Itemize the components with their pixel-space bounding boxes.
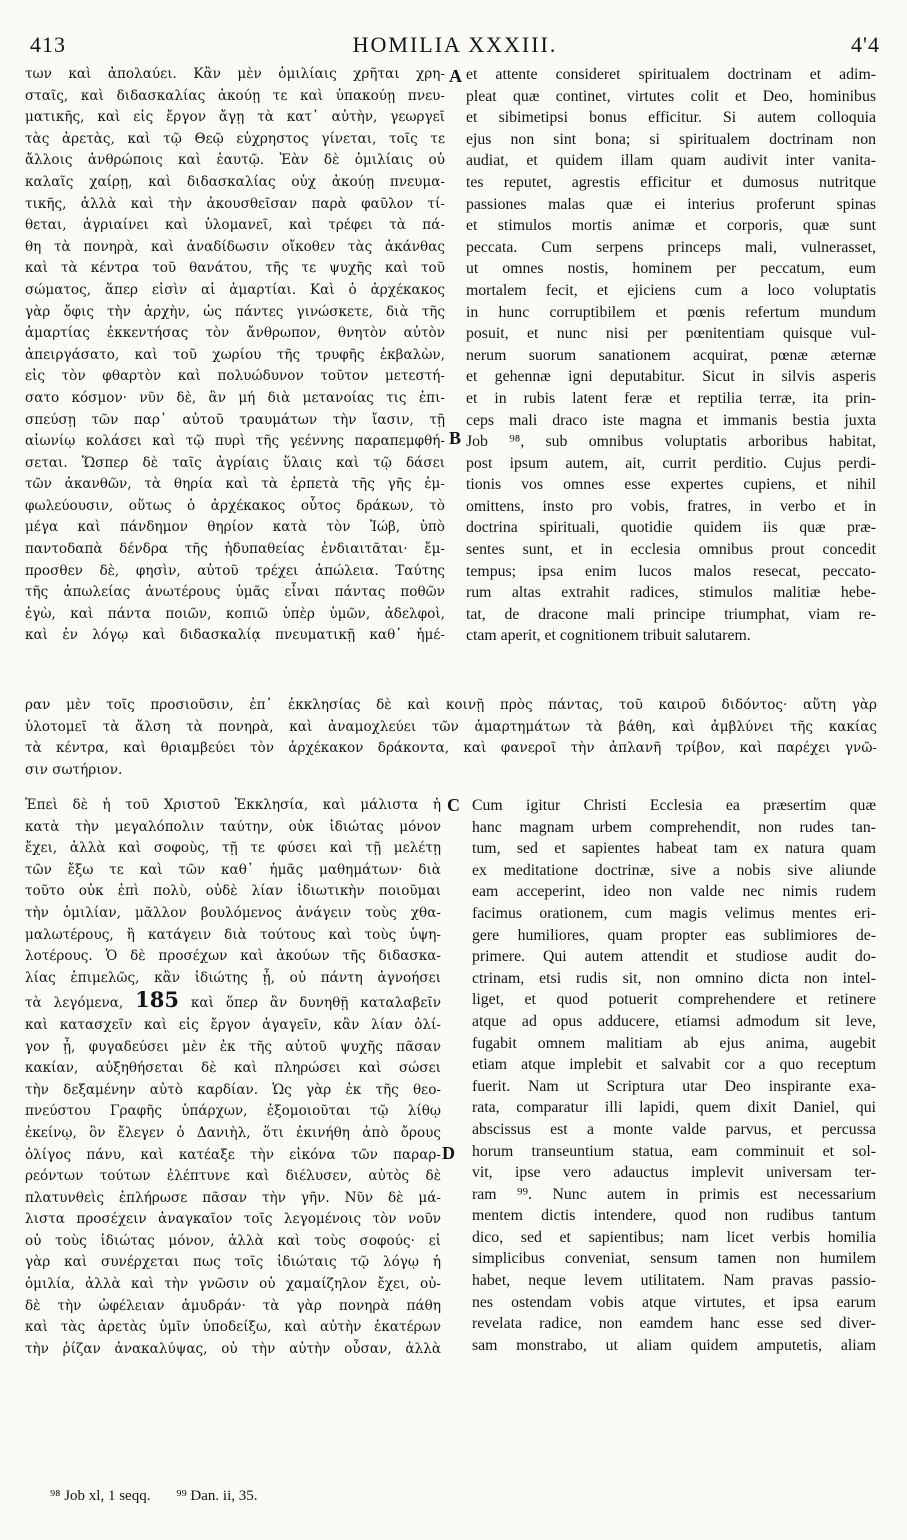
- latin-line: nes ostendam vobis atque virtutes, et ipsa earum: [472, 1293, 876, 1311]
- latin-line: sentes sunt, et in ecclesia omnibus prout concedit: [466, 541, 876, 559]
- greek-line: πλατυνθεὶς ἐπλήρωσε πᾶσαν τὴν γῆν. Νῦν δὲ μά-: [25, 1189, 441, 1206]
- greek-line: θη τὰ πονηρὰ, καὶ ἀναδίδωσιν οἴκοθεν τὰς ἀκάνθας: [25, 238, 445, 255]
- greek-column-bottom: [25, 795, 441, 1360]
- latin-line: ram ⁹⁹. Nunc autem in primis est necessarium: [472, 1185, 876, 1203]
- greek-column-top: [25, 64, 445, 647]
- greek-line: ἄλλοις ἀνθρώποις καὶ ἑαυτῷ. Ἐὰν δὲ ὁμιλίαις οὐ: [25, 152, 445, 169]
- section-marker-b: B: [449, 428, 462, 448]
- running-title: HOMILIA XXXIII.: [352, 32, 558, 57]
- latin-line: liget, et quod potuerit comprehendere et retinere: [472, 991, 876, 1009]
- latin-line: atque ad opus adducere, etiamsi admodum sit leve,: [472, 1012, 876, 1030]
- section-marker-a: A: [449, 66, 462, 86]
- section-marker-d: D: [442, 1143, 455, 1163]
- greek-text: καὶ ὅπερ ἂν δυνηθῇ καταλαβεῖν: [190, 995, 441, 1012]
- greek-line: παντοδαπὰ δένδρα τῆς ἡδυπαθείας ἐνδιαιτᾶται· ἔμ-: [25, 541, 445, 558]
- greek-line: ματικῆς, καὶ εἰς ἔργον ἄγῃ τὰ κατ᾽ αὐτὴν, γεωργεῖ: [25, 109, 445, 126]
- greek-line: ρεόντων τούτων ἐλέπτυνε καὶ διέλυσεν, αὐτὸς δὲ: [25, 1168, 441, 1185]
- greek-line: ἔχει, ἀλλὰ καὶ σοφοὺς, τῇ τε φύσει καὶ τῇ μελέτῃ: [25, 840, 441, 857]
- greek-line: καὶ τὰς ἀρετὰς ὑμῖν ὑποδείξω, καὶ αὐτὴν ἑκατέρων: [25, 1319, 441, 1336]
- latin-line: ctam aperit, et cognitionem tribuit salutarem.: [466, 627, 751, 645]
- latin-line: hanc magnam urbem comprehendit, non rudes tan-: [472, 818, 876, 836]
- greek-line: προσθεν δὲ, φησὶν, αὐτοῦ τρέχει ἀπώλεια. Ταύτης: [25, 562, 445, 579]
- greek-line: κακίαν, αὐξηθήσεται δὲ καὶ πληρώσει καὶ σώσει: [25, 1060, 441, 1077]
- latin-line: pleat quæ continet, virtutes colit et Deo, hominibus: [466, 87, 876, 105]
- greek-line: ἐκείνῳ, ὃν ἔλεγεν ὁ Δανιὴλ, ὅτι ἐκινήθη ἀπὸ ὄρους: [25, 1124, 441, 1141]
- greek-line: σταῖς, καὶ διδασκαλίας ἀκούῃ τε καὶ ὑπακούῃ πνευ-: [25, 87, 445, 104]
- latin-line: nerum suorum sanationem acquirat, pœnæ æternæ: [466, 346, 876, 364]
- latin-line: rata, comparatur illi lapidi, quem dixit Daniel, qui: [472, 1099, 876, 1117]
- latin-line: mortalem fecit, et ejiciens cum a loco voluptatis: [466, 281, 876, 299]
- greek-line: ὑλοτομεῖ τὰ ἄλση τὰ πονηρὰ, καὶ ἀναμοχλεύει τῶν ἁμαρτημάτων τὰ βάθη, καὶ ἀμβλύνει τῆς κακίας: [25, 718, 877, 735]
- latin-line: audiat, et quidem illam quam audivit inter vanita-: [466, 152, 876, 170]
- greek-line: οὐ τοὺς ἰδιώτας μόνον, ἀλλὰ καὶ τοὺς σοφούς· εἰ: [25, 1232, 441, 1249]
- greek-line: εἰς τὸν φθαρτὸν καὶ πολυώδυνον τοῦτον μετεστή-: [25, 368, 445, 385]
- greek-line: ὁμιλία, ἀλλὰ καὶ τὴν γνῶσιν οὐ χαμαίζηλον ἔχει, οὐ-: [25, 1276, 441, 1293]
- greek-line: θεται, ἀγριαίνει καὶ ὑλομανεῖ, καὶ τρέφει τὰ πά-: [25, 217, 445, 234]
- latin-line: gere humiliores, quam propter eas sublimiores de-: [472, 926, 876, 944]
- greek-line-with-page-number: [25, 989, 441, 1015]
- greek-line: λίας ἐπιμελῶς, κἂν ἰδιώτης ᾖ, οὐ πάντη ἀγνοήσει: [25, 969, 441, 986]
- greek-line: γὰρ καὶ συνέρχεται πως τοῖς ἰδιώταις τῷ λόγῳ ἡ: [25, 1254, 441, 1271]
- latin-column-top: [466, 64, 876, 647]
- latin-line: etiam atque implebit et salvabit cor a quo receptum: [472, 1056, 876, 1074]
- greek-line: σώματος, ἅπερ εἰσὶν αἱ ἁμαρτίαι. Καὶ ὁ ἀρχέκακος: [25, 281, 445, 298]
- greek-line: αἰωνίῳ κολάσει καὶ τῷ πυρὶ τῆς γεέννης παραπεμφθή-: [25, 433, 445, 450]
- footnotes: [50, 1488, 280, 1505]
- latin-line: et stimulos mortis animæ et corporis, quæ sunt: [466, 217, 876, 235]
- greek-line: μέγα καὶ πάνδημον θηρίον κατὰ τὸν Ἰώβ, ὑπὸ: [25, 519, 445, 536]
- inline-page-number: 185: [135, 989, 179, 1013]
- latin-line: in hunc corruptibilem et pœnis refertum mundum: [466, 303, 876, 321]
- latin-line: revelata radice, non eamdem hanc esse sed diver-: [472, 1315, 876, 1333]
- latin-line: simplicibus conveniat, sensum tamen non humilem: [472, 1250, 876, 1268]
- latin-line: primere. Qui autem attendit et studiose audit do-: [472, 948, 876, 966]
- latin-line: mentem dictis intendere, quod non rudibus tantum: [472, 1207, 876, 1225]
- greek-line: τὴν ῥίζαν ἀνακαλύψας, οὐ τὴν αὐτὴν οὖσαν, ἀλλὰ: [25, 1340, 441, 1357]
- greek-line: τῶν ἔξω τε καὶ τῶν καθ᾽ ἡμᾶς μαθημάτων· διὰ: [25, 861, 441, 878]
- latin-line: ceps mali draco iste magna et immanis bestia juxta: [466, 411, 876, 429]
- latin-line: vit, ipse vero adauctus implevit universam ter-: [472, 1164, 876, 1182]
- greek-line: ὀλίγος πάνυ, καὶ κατέαξε τὴν εἰκόνα τῶν παραρ-: [25, 1146, 441, 1163]
- latin-line: post ipsum autem, ait, currit perditio. Cujus perdi-: [466, 454, 876, 472]
- latin-line: fuerit. Nam ut Scriptura utar Deo inspirante exa-: [472, 1077, 876, 1095]
- footnote-99: ⁹⁹ Dan. ii, 35.: [176, 1488, 258, 1504]
- latin-line: eam acceperint, ideo non valde nec nimis rudem: [472, 883, 876, 901]
- latin-line: ut omnes nostis, hominem per peccatum, eum: [466, 260, 876, 278]
- latin-line: passiones malas quæ ei interius proferunt spinas: [466, 195, 876, 213]
- greek-line: γὰρ ὄφις τὴν ἀρχὴν, ὡς πάντες γινώσκετε, διὰ τῆς: [25, 303, 445, 320]
- latin-line: tat, de dracone mali principe triumphat, viam re-: [466, 605, 876, 623]
- greek-line: καὶ ἐν λόγῳ καὶ διδασκαλίᾳ πνευματικῇ καθ᾽ ἡμέ-: [25, 627, 445, 644]
- latin-line: tum, sed et sapientes habeat tam ex natura quam: [472, 840, 876, 858]
- latin-line: rum altas extrahit radices, stimulos malitiæ hebe-: [466, 584, 876, 602]
- latin-line: ejus non sint bona; si spiritualem doctrinam non: [466, 130, 876, 148]
- greek-line: κατὰ τὴν μεγαλόπολιν ταύτην, οὐκ ἰδιώτας μόνον: [25, 818, 441, 835]
- greek-line: καλαῖς χαίρῃ, καὶ διδασκαλίας οὐχ ἀκούῃ πνευμα-: [25, 173, 445, 190]
- footnote-98: ⁹⁸ Job xl, 1 seqq.: [50, 1488, 151, 1504]
- greek-line: σπεύσῃ τῶν παρ᾽ αὐτοῦ τραυμάτων τὴν ἴασιν, τῇ: [25, 411, 445, 428]
- latin-line: dico, sed et sapientibus; nam licet verbis homilia: [472, 1228, 876, 1246]
- latin-line: omittens, insto pro vobis, fratres, in verbo et in: [466, 497, 876, 515]
- latin-line: horum transeuntium statua, eam comminuit et sol-: [472, 1142, 876, 1160]
- greek-line: τὰ κέντρα, καὶ θριαμβεύει τὸν ἀρχέκακον δράκοντα, καὶ φανεροῖ τὴν ἀπλανῆ τρίβον, καὶ παρέχει γνῶ-: [25, 740, 877, 757]
- greek-text: τὰ λεγόμενα,: [25, 995, 124, 1012]
- latin-line: fugabit omnem malitiam ab ejus anima, augebit: [472, 1034, 876, 1052]
- greek-line: σατο κόσμον· νῦν δὲ, ἂν μή διὰ μετανοίας τις ἐπι-: [25, 389, 445, 406]
- section-marker-c: C: [447, 795, 460, 815]
- latin-line: posuit, et nunc nisi per pœnitentiam quisque vul-: [466, 325, 876, 343]
- greek-line: ραν μὲν τοῖς προσιοῦσιν, ἐπ᾽ ἐκκλησίας δὲ καὶ κοινῇ πρὸς πάντας, τοῦ καιροῦ διδόντος· αὕτη γὰρ: [25, 697, 877, 713]
- greek-line: σεται. Ὥσπερ δὲ ταῖς ἀγρίαις ὕλαις καὶ τῷ δάσει: [25, 454, 445, 471]
- greek-line: γον ᾖ, φυγαδεύσει μὲν ἐκ τῆς αὐτοῦ ψυχῆς πᾶσαν: [25, 1038, 441, 1055]
- greek-line: λιστα προσέχειν ἀναγκαῖον τοῖς λεγομένοις τὸν νοῦν: [25, 1211, 441, 1228]
- page-header: [30, 32, 880, 58]
- greek-line: τοῦτο οὐκ ἐπὶ πολὺ, οὐδὲ λίαν ἰδιωτικὴν ποιοῦμαι: [25, 883, 441, 900]
- greek-line: τὰς ἀρετὰς, καὶ τῷ Θεῷ εὐχρηστος γίνεται, τοῖς τε: [25, 130, 445, 147]
- greek-line: τικῆς, ἀλλὰ καὶ τὴν ἀκουσθεῖσαν παρὰ φαῦλον τί-: [25, 195, 445, 212]
- greek-line: τῆς ἀπωλείας ἀνωτέρους ὑμᾶς εἶναι πάντας ποθῶν: [25, 584, 445, 601]
- greek-line: Ἐπεὶ δὲ ἡ τοῦ Χριστοῦ Ἐκκλησία, καὶ μάλιστα ἡ: [25, 797, 441, 813]
- greek-line: τὴν δεξαμένην αὐτὸ καρδίαν. Ὡς γὰρ ἐκ τῆς θεο-: [25, 1081, 441, 1098]
- greek-line: λοτέρους. Ὁ δὲ προσέχων καὶ ἀκούων τῆς διδασκα-: [25, 948, 441, 965]
- latin-line: abscissus est a monte valde parvus, et percussa: [472, 1120, 876, 1138]
- latin-line: tempus; ipsa enim lucos malos resecat, peccato-: [466, 562, 876, 580]
- latin-line: doctrina spirituali, quotidie quidem iis quæ præ-: [466, 519, 876, 537]
- latin-line: habet, neque levem utilitatem. Nam pravas passio-: [472, 1272, 876, 1290]
- latin-line: Job ⁹⁸, sub omnibus voluptatis arboribus habitat,: [466, 433, 876, 451]
- greek-line: σιν σωτήριον.: [25, 761, 123, 778]
- latin-line: et gehennæ igni deputabitur. Sicut in silvis asperis: [466, 368, 876, 386]
- latin-line: sam monstrabo, ut aliam quidem amputetis, aliam: [472, 1336, 876, 1354]
- latin-line: facimus orationem, cum magis velimus mentes eri-: [472, 904, 876, 922]
- greek-full-width-block: [25, 695, 877, 781]
- greek-line: των καὶ ἀπολαύει. Κἂν μὲν ὁμιλίαις χρῆται χρη-: [25, 66, 445, 82]
- greek-line: φωλεύουσιν, οὕτως ὁ ἀρχέκακος οὗτος δράκων, τὸ: [25, 497, 445, 514]
- latin-line: tes reputet, agrestis efficitur et dumosus nutritque: [466, 173, 876, 191]
- greek-line: δὲ τὴν ὠφέλειαν ἀμυδράν· τὰ γὰρ πονηρὰ πάθη: [25, 1297, 441, 1314]
- greek-line: ἐγὼ, καὶ πάντα ποιῶν, κοπιῶ ὑπὲρ ὑμῶν, ἀδελφοὶ,: [25, 605, 445, 622]
- page-number-left: 413: [30, 32, 66, 57]
- latin-line: et attente consideret spiritualem doctrinam et adim-: [466, 66, 876, 83]
- greek-line: καὶ τὰ κέντρα τοῦ θανάτου, τῆς τε ψυχῆς καὶ τοῦ: [25, 260, 445, 277]
- greek-line: ἀπειργάσατο, καὶ τοῦ χωρίου τῆς τρυφῆς ἐκβαλὼν,: [25, 346, 445, 363]
- greek-line: ἁμαρτίας ἐκκεντήσας τὸν ἄνθρωπον, θνητὸν αὐτὸν: [25, 325, 445, 342]
- greek-line: μαλωτέρους, ἢ κατάγειν διὰ τούτους καὶ τοὺς ὑψη-: [25, 926, 441, 943]
- latin-line: ctrinam, etsi rudis sit, non omnino dicta non intel-: [472, 969, 876, 987]
- page-number-right: 4'4: [851, 32, 880, 57]
- latin-line: ex meditatione doctrinæ, sive a nobis sive aliunde: [472, 861, 876, 879]
- greek-line: καὶ κατασχεῖν καὶ εἰς ἔργον ἀγαγεῖν, κἂν λίαν ὀλί-: [25, 1016, 441, 1033]
- greek-line: πνεύστου Γραφῆς ὑπάρχων, ἐξομοιοῦται τῷ λίθῳ: [25, 1103, 441, 1120]
- latin-line: et sibimetipsi bonus efficitur. Si autem colloquia: [466, 109, 876, 127]
- greek-line: τῶν ἀκανθῶν, τὰ θηρία καὶ τὰ ἑρπετὰ τῆς γῆς ἐμ-: [25, 476, 445, 493]
- greek-line: τὴν ὁμιλίαν, μᾶλλον βουλόμενος ἀνάγειν τοὺς χθα-: [25, 904, 441, 921]
- latin-column-bottom: [472, 795, 876, 1356]
- latin-line: et in rubis latent feræ et reptilia terræ, ita prin-: [466, 389, 876, 407]
- latin-line: tionis vos omnes esse expertes cupiens, et nihil: [466, 476, 876, 494]
- latin-line: peccata. Cum serpens princeps mali, vulnerasset,: [466, 238, 876, 256]
- latin-line: Cum igitur Christi Ecclesia ea præsertim quæ: [472, 797, 876, 814]
